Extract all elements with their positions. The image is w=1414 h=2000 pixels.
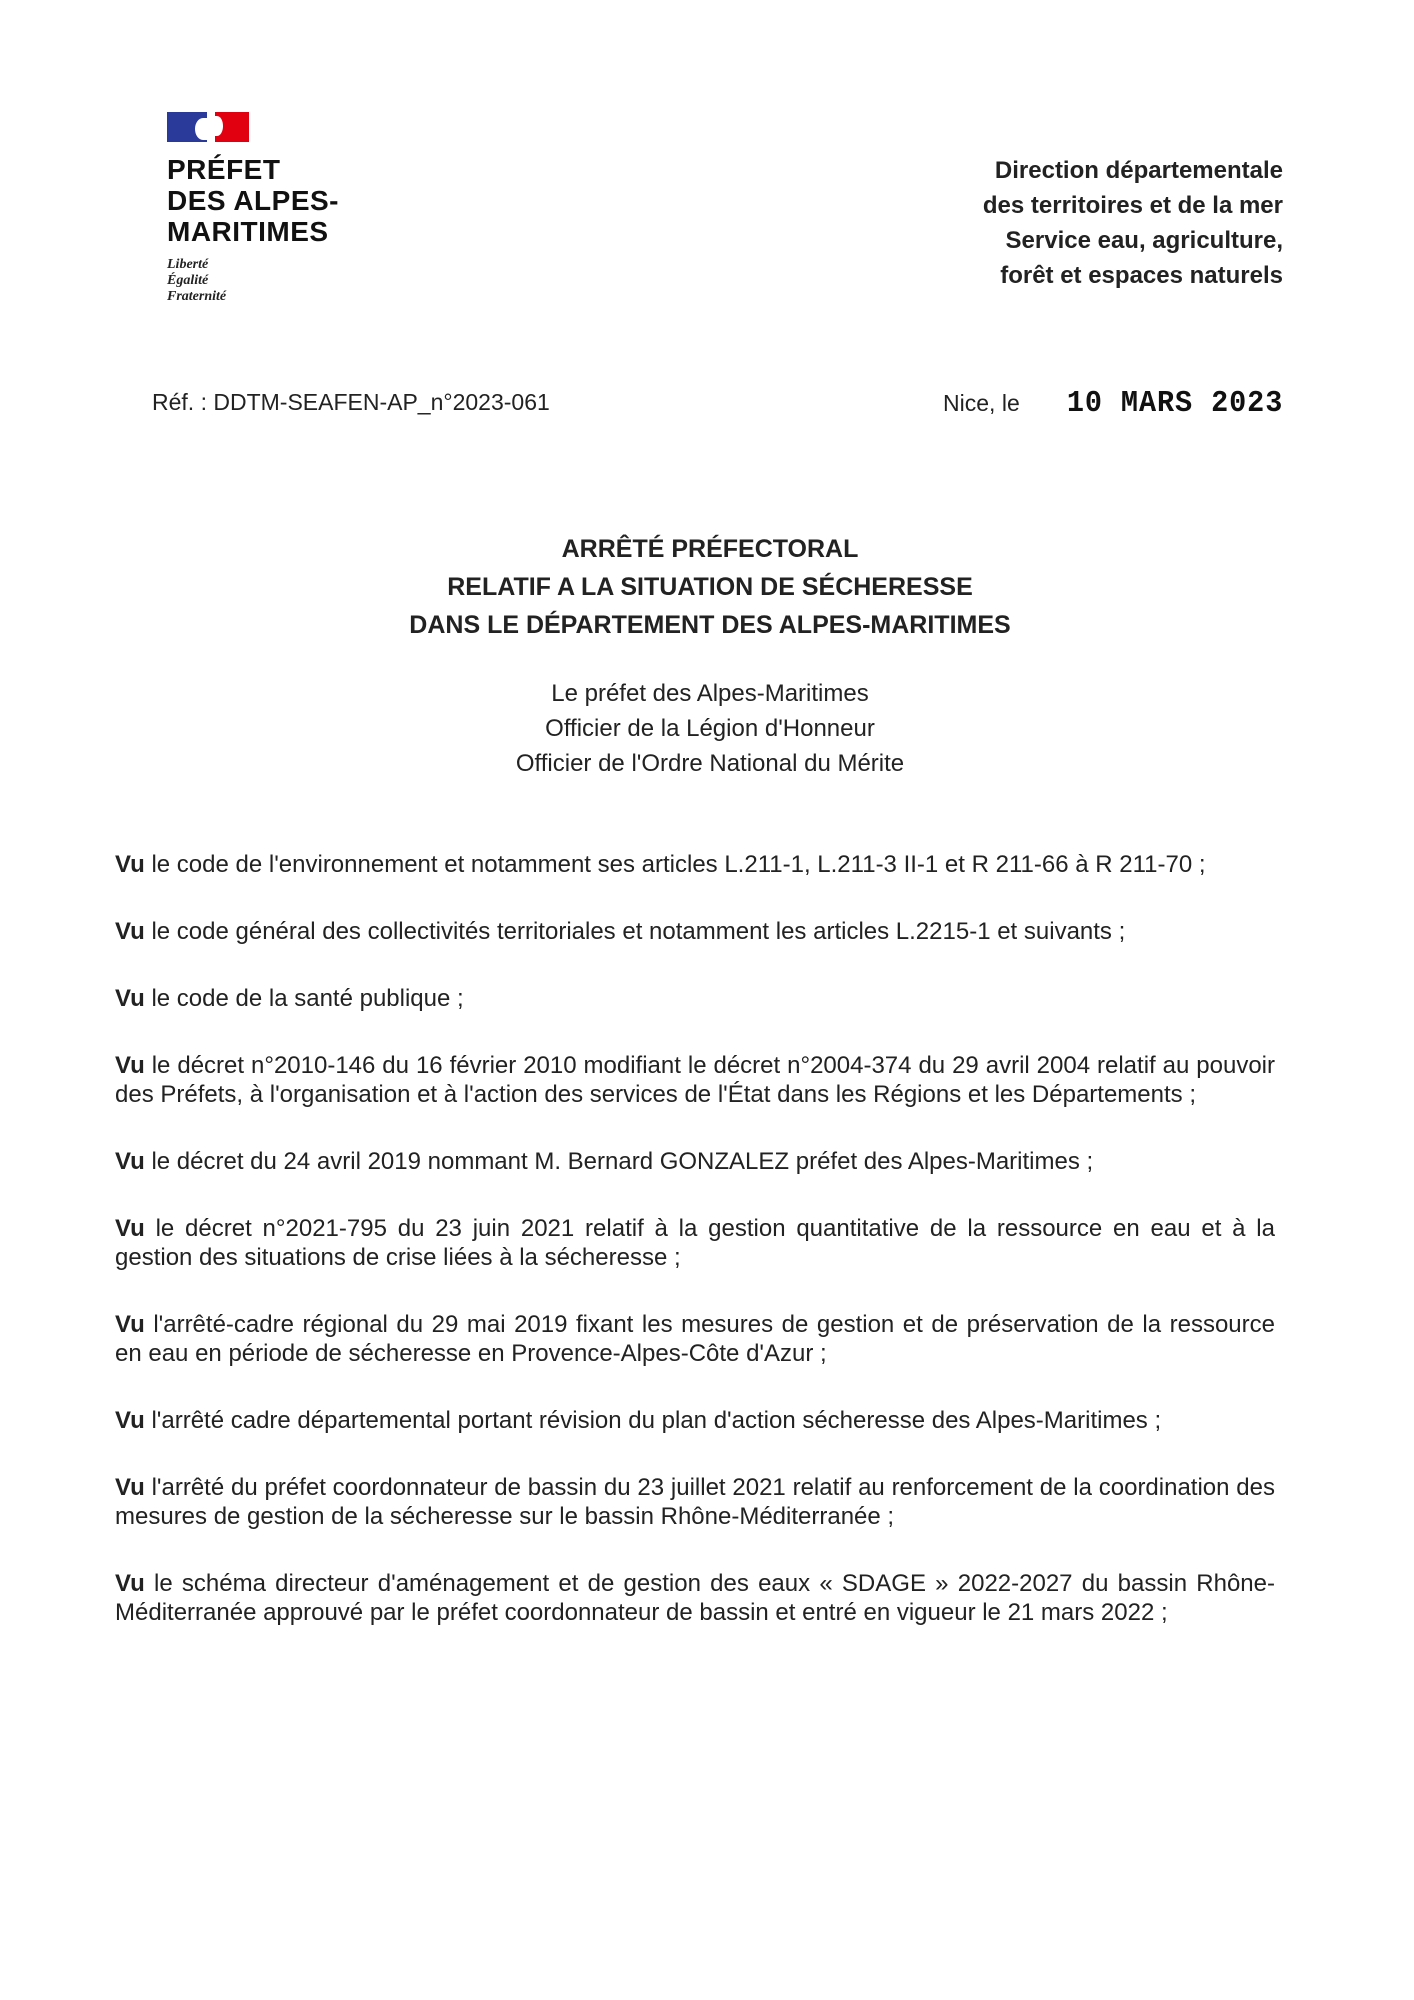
visa-text: le schéma directeur d'aménagement et de gestion des eaux « SDAGE » 2022-2027 du bassin Rhône-Méditerranée approuvé par le préfet coordonnateur de bassin et entré en vigueur le 21 mars 2022 ; [115, 1570, 1275, 1626]
service-line: forêt et espaces naturels [1000, 262, 1283, 289]
service-line: Service eau, agriculture, [1005, 227, 1283, 254]
visa-lead: Vu [115, 1474, 145, 1501]
visa-lead: Vu [115, 1407, 145, 1434]
visa-text: l'arrêté du préfet coordonnateur de bassin du 23 juillet 2021 relatif au renforcement de la coordination des mesures de gestion de la sécheresse sur le bassin Rhône-Méditerranée ; [115, 1474, 1275, 1530]
visa-paragraph [115, 1310, 1275, 1368]
visa-text: le décret n°2021-795 du 23 juin 2021 relatif à la gestion quantitative de la ressource en eau et à la gestion des situations de crise liées à la sécheresse ; [115, 1215, 1275, 1271]
republic-motto [167, 257, 339, 305]
date-line [943, 386, 1283, 421]
prefecture-logo [167, 112, 339, 305]
prefecture-name-line: PRÉFET [167, 154, 281, 185]
visa-lead: Vu [115, 985, 145, 1012]
issuing-authority [0, 676, 1414, 781]
flag-red-band [215, 112, 249, 142]
visa-text: le décret n°2010-146 du 16 février 2010 modifiant le décret n°2004-374 du 29 avril 2004 relatif au pouvoir des Préfets, à l'organisation et à l'action des services de l'État dans les Régions et les Départements ; [115, 1052, 1275, 1108]
flag-blue-band [167, 112, 207, 142]
prefecture-name-line: MARITIMES [167, 216, 329, 247]
authority-line: Officier de la Légion d'Honneur [545, 715, 875, 742]
issuing-service [983, 153, 1283, 293]
visa-paragraph [115, 1569, 1275, 1627]
title-line: ARRÊTÉ PRÉFECTORAL [561, 535, 859, 563]
visa-text: le décret du 24 avril 2019 nommant M. Bernard GONZALEZ préfet des Alpes-Maritimes ; [144, 1148, 1094, 1175]
visa-text: le code de la santé publique ; [144, 985, 464, 1012]
title-line: DANS LE DÉPARTEMENT DES ALPES-MARITIMES [409, 611, 1011, 639]
visa-text: l'arrêté-cadre régional du 29 mai 2019 fixant les mesures de gestion et de préservation de la ressource en eau en période de sécheresse en Provence-Alpes-Côte d'Azur ; [115, 1311, 1275, 1367]
prefecture-name-line: DES ALPES- [167, 185, 339, 216]
title-line: RELATIF A LA SITUATION DE SÉCHERESSE [447, 573, 973, 601]
visa-paragraph [115, 1214, 1275, 1272]
visa-paragraph [115, 1406, 1275, 1435]
motto-line: Liberté [167, 257, 209, 272]
visa-text: le code de l'environnement et notamment ses articles L.211-1, L.211-3 II-1 et R 211-66 à R 211-70 ; [144, 851, 1206, 878]
visa-paragraph [115, 1147, 1275, 1176]
visa-lead: Vu [115, 1148, 145, 1175]
authority-line: Le préfet des Alpes-Maritimes [551, 680, 869, 707]
visa-paragraph [115, 850, 1275, 879]
visa-text: le code général des collectivités territoriales et notamment les articles L.2215-1 et suivants ; [144, 918, 1126, 945]
motto-line: Fraternité [167, 289, 227, 304]
date-prefix: Nice, le [943, 390, 1020, 416]
visa-text: l'arrêté cadre départemental portant révision du plan d'action sécheresse des Alpes-Maritimes ; [144, 1407, 1162, 1434]
authority-line: Officier de l'Ordre National du Mérite [515, 750, 905, 777]
visa-paragraph [115, 917, 1275, 946]
visa-paragraph [115, 1473, 1275, 1531]
visa-paragraph [115, 1051, 1275, 1109]
visa-lead: Vu [115, 1570, 145, 1597]
decree-title [0, 530, 1414, 644]
date-stamp: 10 MARS 2023 [1066, 386, 1283, 421]
reference-number: Réf. : DDTM-SEAFEN-AP_n°2023-061 [152, 389, 550, 415]
prefecture-name [167, 154, 339, 247]
visa-list [115, 850, 1275, 1665]
visa-lead: Vu [115, 1052, 145, 1079]
visa-lead: Vu [115, 1215, 145, 1242]
service-line: des territoires et de la mer [982, 192, 1283, 219]
visa-lead: Vu [115, 918, 145, 945]
visa-lead: Vu [115, 1311, 145, 1338]
service-line: Direction départementale [994, 157, 1283, 184]
visa-lead: Vu [115, 851, 145, 878]
marianne-flag-icon [167, 112, 249, 144]
motto-line: Égalité [167, 273, 209, 288]
visa-paragraph [115, 984, 1275, 1013]
